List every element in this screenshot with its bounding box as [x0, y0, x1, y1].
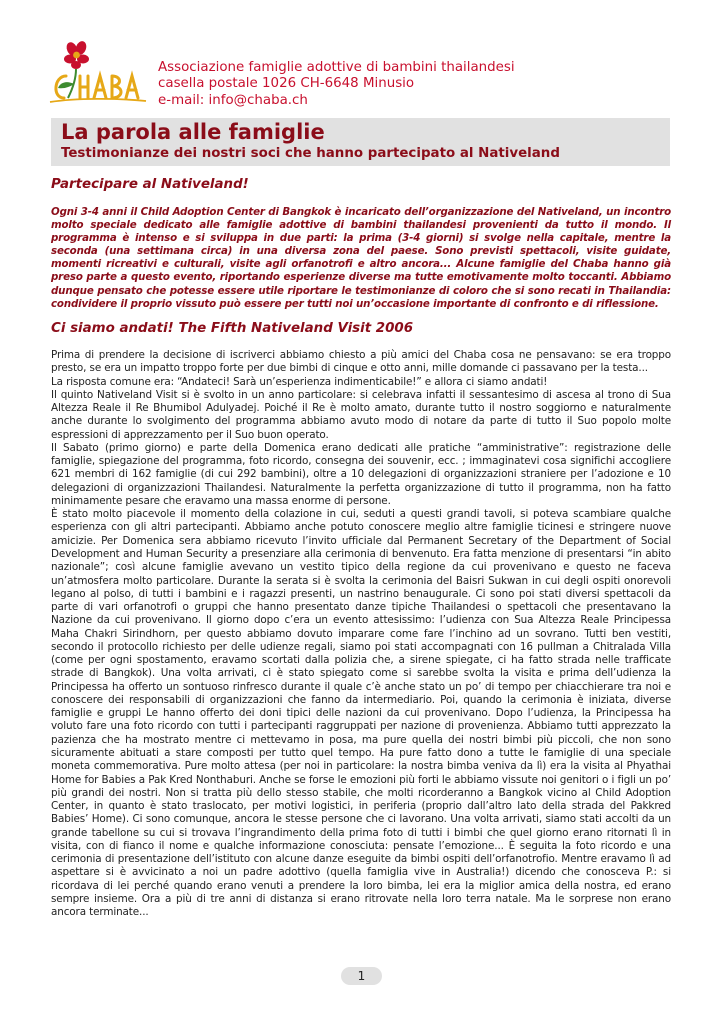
- organization-info: [158, 60, 515, 109]
- logo-graphic: [46, 40, 150, 108]
- section-heading-visit-2006: Ci siamo andati! The Fifth Nativeland Visit 2006: [51, 321, 414, 336]
- article-body: [51, 349, 671, 959]
- org-email: e-mail: info@chaba.ch: [158, 92, 308, 108]
- page-number: 1: [341, 967, 382, 985]
- body-paragraph: La risposta comune era: “Andateci! Sarà un’esperienza indimenticabile!” e allora ci siamo andati!: [51, 375, 548, 388]
- chaba-logo: [46, 40, 150, 108]
- intro-paragraph: Ogni 3-4 anni il Child Adoption Center di Bangkok è incaricato dell’organizzazione del Nativeland, un incontro molto speciale dedicato alle famiglie adottive di bambini thailandesi provenienti da tutto il mondo. Il programma è intenso e si sviluppa in due parti: la prima (3-4 giorni) si svolge nella capitale, mentre la seconda (una settimana circa) in una diversa zona del paese. Sono previsti spettacoli, visite guidate, momenti ricreativi e culturali, visite agli orfanotrofi e altro ancora... Alcune famiglie del Chaba hanno già preso parte a questo evento, riportando esperienze diverse ma tutte emotivamente molto toccanti. Abbiamo dunque pensato che potesse essere utile riportare le testimonianze di coloro che si sono recati in Thailandia: condividere il proprio vissuto può essere per tutti noi un’occasione importante di confronto e di riflessione.: [51, 206, 671, 310]
- body-paragraph: Prima di prendere la decisione di iscriverci abbiamo chiesto a più amici del Chaba cosa ne pensavano: se era troppo presto, se era un impatto troppo forte per due bimbi di cinque e otto anni, mille domande ci passavano per la testa...: [51, 349, 671, 375]
- body-paragraph: È stato molto piacevole il momento della colazione in cui, seduti a questi grandi tavoli, si poteva scambiare qualche esperienza con gli altri partecipanti. Abbiamo anche potuto conoscere meglio altre famiglie ticinesi e stringere nuove amicizie. Per Domenica sera abbiamo ricevuto l’invito ufficiale dal Permanent Secretary of the Department of Social Development and Human Security a presenziare alla cerimonia di benvenuto. Era fatta menzione di presentarsi “in abito nazionale”; così alcune famiglie avevano un vestito tipico della regione da cui provenivano e questo ne faceva un’atmosfera molto particolare. Durante la serata si è svolta la cerimonia del Baisri Sukwan in cui degli ospiti onorevoli legano al polso, di tutti i bambini e i ragazzi presenti, un nastrino benaugurale. Ci sono poi stati diversi spettacoli da parte di vari orfanotrofi o gruppi che hanno presentato danze tipiche Thailandesi o spettacoli che presentavano la Nazione da cui provenivano. Il giorno dopo c’era un evento attesissimo: l’udienza con Sua Altezza Reale Principessa Maha Chakri Sirindhorn, per questo abbiamo dovuto imparare come fare l’inchino ad un sovrano. Tutti ben vestiti, secondo il protocollo richiesto per delle udienze regali, siamo poi stati accompagnati con 16 pullman a Chitralada Villa (come per ogni spostamento, eravamo scortati dalla polizia che, a sirene spiegate, ci ha fatto strada nelle trafficate strade di Bangkok). Una volta arrivati, ci è stato spiegato come si sarebbe svolta la visita e prima dell’udienza la Principessa ha offerto un sontuoso rinfresco durante il quale c’è anche stato un po’ di tempo per chiacchierare tra noi e conoscere dei responsabili di organizzazioni che fanno da intermediario. Poi, quando la cerimonia è iniziata, diverse famiglie e gruppi Le hanno offerto dei doni tipici delle nazioni da cui provenivano. Dopo l’udienza, la Principessa ha voluto fare una foto ricordo con tutti i partecipanti raggruppati per nazione di provenienza. Abbiamo tutti apprezzato la pazienza che ha mostrato mentre ci mettevamo in posa, ma pure quella dei nostri bimbi più piccoli, che non sono sicuramente abituati a stare composti per tutto quel tempo. Ha pure fatto dono a tutte le famiglie di una speciale moneta commemorativa. Pure molto attesa (per noi in particolare: la nostra bimba veniva da lì) era la visita al Phyathai Home for Babies a Pak Kred Nonthaburi. Anche se forse le emozioni più forti le abbiamo vissute noi genitori o i figli un po’ più grandi dei nostri. Non si tratta più dello stesso stabile, che molti ricorderanno a Bangkok vicino al Child Adoption Center, in quanto è stato traslocato, per motivi logistici, in periferia (proprio dall’altro lato della strada del Pakkred Babies’ Home). Ci sono comunque, ancora le stesse persone che ci lavorano. Una volta arrivati, siamo stati accolti da un grande tabellone su cui si trovava l’ingrandimento della prima foto di tutti i bimbi che quel giorno erano ritornati lì in visita, con di fianco il nome e qualche informazione conosciuta: pensate l’emozione... È seguita la foto ricordo e una cerimonia di presentazione dell’istituto con alcune danze eseguite da bimbi ospiti dell’orfanotrofio. Mentre eravamo lì ad aspettare si è avvicinato a noi un padre adottivo (quella famiglia vive in Australia!) dicendo che conosceva P.: si ricordava di lei perché quando erano venuti a prendere la loro bimba, lei era la miglior amica della nostra, ed erano sempre insieme. Ora a più di tre anni di distanza si erano ritrovate nella loro terra natale. Ma le sorprese non erano ancora terminate...: [51, 508, 671, 919]
- page-title: La parola alle famiglie: [61, 120, 325, 144]
- org-address: casella postale 1026 CH-6648 Minusio: [158, 76, 415, 92]
- org-name: Associazione famiglie adottive di bambini thailandesi: [158, 60, 515, 75]
- body-paragraph: Il Sabato (primo giorno) e parte della Domenica erano dedicati alle pratiche “amministrative”: registrazione delle famiglie, spiegazione del programma, foto ricordo, consegna dei souvenir, ecc. ; immaginatevi cosa significhi accogliere 621 membri di 162 famiglie (di cui 292 bambini), oltre a 10 delegazioni di organizzazioni straniere per l’adozione e 10 delegazioni di organizzazioni Thailandesi. Naturalmente la perfetta organizzazione di tutto il programma, non ha fatto minimamente pesare che eravamo una massa enorme di persone.: [51, 441, 671, 507]
- page-subtitle: Testimonianze dei nostri soci che hanno partecipato al Nativeland: [61, 146, 560, 161]
- section-heading-nativeland: Partecipare al Nativeland!: [51, 177, 249, 192]
- title-banner: [51, 118, 670, 166]
- body-paragraph: Il quinto Nativeland Visit si è svolto in un anno particolare: si celebrava infatti il sessantesimo di ascesa al trono di Sua Altezza Reale il Re Bhumibol Adulyadej. Poiché il Re è molto amato, durante tutto il nostro soggiorno e naturalmente anche durante lo svolgimento del programma abbiamo avuto modo di notare da parte di tutto il Suo popolo molte espressioni di apprezzamento per il Suo buon operato.: [51, 388, 671, 441]
